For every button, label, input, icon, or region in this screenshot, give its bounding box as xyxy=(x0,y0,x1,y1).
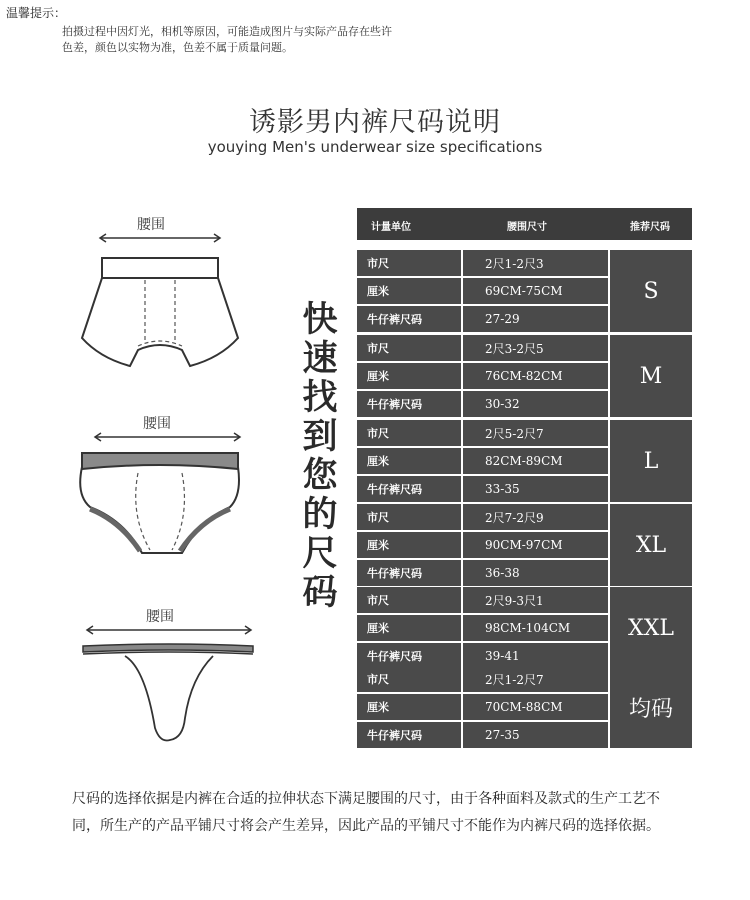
table-cell-value: 76CM-82CM xyxy=(463,363,608,389)
table-cell-value: 2尺7-2尺9 xyxy=(463,504,608,530)
table-cell-unit: 市尺 xyxy=(357,250,461,276)
brief-diagram xyxy=(60,425,260,565)
size-badge: L xyxy=(610,420,692,502)
table-cell-unit: 市尺 xyxy=(357,504,461,530)
table-cell-value: 69CM-75CM xyxy=(463,278,608,304)
table-cell-unit: 市尺 xyxy=(357,335,461,361)
size-selection-note: 尺码的选择依据是内裤在合适的拉伸状态下满足腰围的尺寸，由于各种面料及款式的生产工艺不同，所生产的产品平铺尺寸将会产生差异，因此产品的平铺尺寸不能作为内裤尺码的选择依据。 xyxy=(72,791,660,834)
table-cell-unit: 牛仔裤尺码 xyxy=(357,560,461,586)
header-unit: 计量单位 xyxy=(371,222,411,233)
table-cell-value: 2尺1-2尺3 xyxy=(463,250,608,276)
table-cell-value: 36-38 xyxy=(463,560,608,586)
table-cell-value: 82CM-89CM xyxy=(463,448,608,474)
table-cell-value: 33-35 xyxy=(463,476,608,502)
notice-body xyxy=(62,24,482,56)
notice-line: 拍摄过程中因灯光，相机等原因，可能造成图片与实际产品存在些许 xyxy=(62,25,392,38)
size-table xyxy=(357,208,692,746)
table-cell-value: 2尺3-2尺5 xyxy=(463,335,608,361)
size-badge: 均码 xyxy=(610,666,692,748)
thong-waist-label: 腰围 xyxy=(146,609,174,625)
table-cell-unit: 牛仔裤尺码 xyxy=(357,722,461,748)
table-cell-unit: 厘米 xyxy=(357,532,461,558)
size-badge: M xyxy=(610,335,692,417)
header-size: 推荐尺码 xyxy=(630,222,670,233)
table-cell-unit: 厘米 xyxy=(357,448,461,474)
table-cell-unit: 市尺 xyxy=(357,420,461,446)
table-cell-value: 30-32 xyxy=(463,391,608,417)
table-cell-unit: 牛仔裤尺码 xyxy=(357,643,461,669)
table-cell-value: 2尺1-2尺7 xyxy=(463,666,608,692)
table-cell-unit: 厘米 xyxy=(357,694,461,720)
table-cell-value: 39-41 xyxy=(463,643,608,669)
table-cell-value: 2尺9-3尺1 xyxy=(463,587,608,613)
boxer-waist-label: 腰围 xyxy=(137,217,165,233)
table-cell-unit: 厘米 xyxy=(357,363,461,389)
notice-title: 温馨提示： xyxy=(6,6,67,20)
page-subtitle: youying Men's underwear size specifications xyxy=(207,138,543,156)
table-cell-unit: 厘米 xyxy=(357,615,461,641)
table-cell-unit: 市尺 xyxy=(357,587,461,613)
table-cell-value: 27-35 xyxy=(463,722,608,748)
notice-line: 色差，颜色以实物为准，色差不属于质量问题。 xyxy=(62,41,293,54)
table-cell-value: 98CM-104CM xyxy=(463,615,608,641)
table-cell-value: 70CM-88CM xyxy=(463,694,608,720)
table-header xyxy=(357,208,692,240)
page-title: 诱影男内裤尺码说明 xyxy=(249,107,501,138)
thong-diagram xyxy=(75,618,265,748)
size-badge: XXL xyxy=(610,587,692,669)
quick-find-vertical-text: 快速找到您的尺码 xyxy=(302,299,338,613)
size-badge: S xyxy=(610,250,692,332)
table-cell-unit: 牛仔裤尺码 xyxy=(357,391,461,417)
table-cell-value: 27-29 xyxy=(463,306,608,332)
table-cell-value: 90CM-97CM xyxy=(463,532,608,558)
brief-waist-label: 腰围 xyxy=(143,416,171,432)
table-cell-unit: 市尺 xyxy=(357,666,461,692)
table-cell-unit: 牛仔裤尺码 xyxy=(357,476,461,502)
table-cell-unit: 牛仔裤尺码 xyxy=(357,306,461,332)
header-waist: 腰围尺寸 xyxy=(507,222,547,233)
table-cell-value: 2尺5-2尺7 xyxy=(463,420,608,446)
boxer-diagram xyxy=(60,228,260,378)
size-badge: XL xyxy=(610,504,692,586)
table-cell-unit: 厘米 xyxy=(357,278,461,304)
